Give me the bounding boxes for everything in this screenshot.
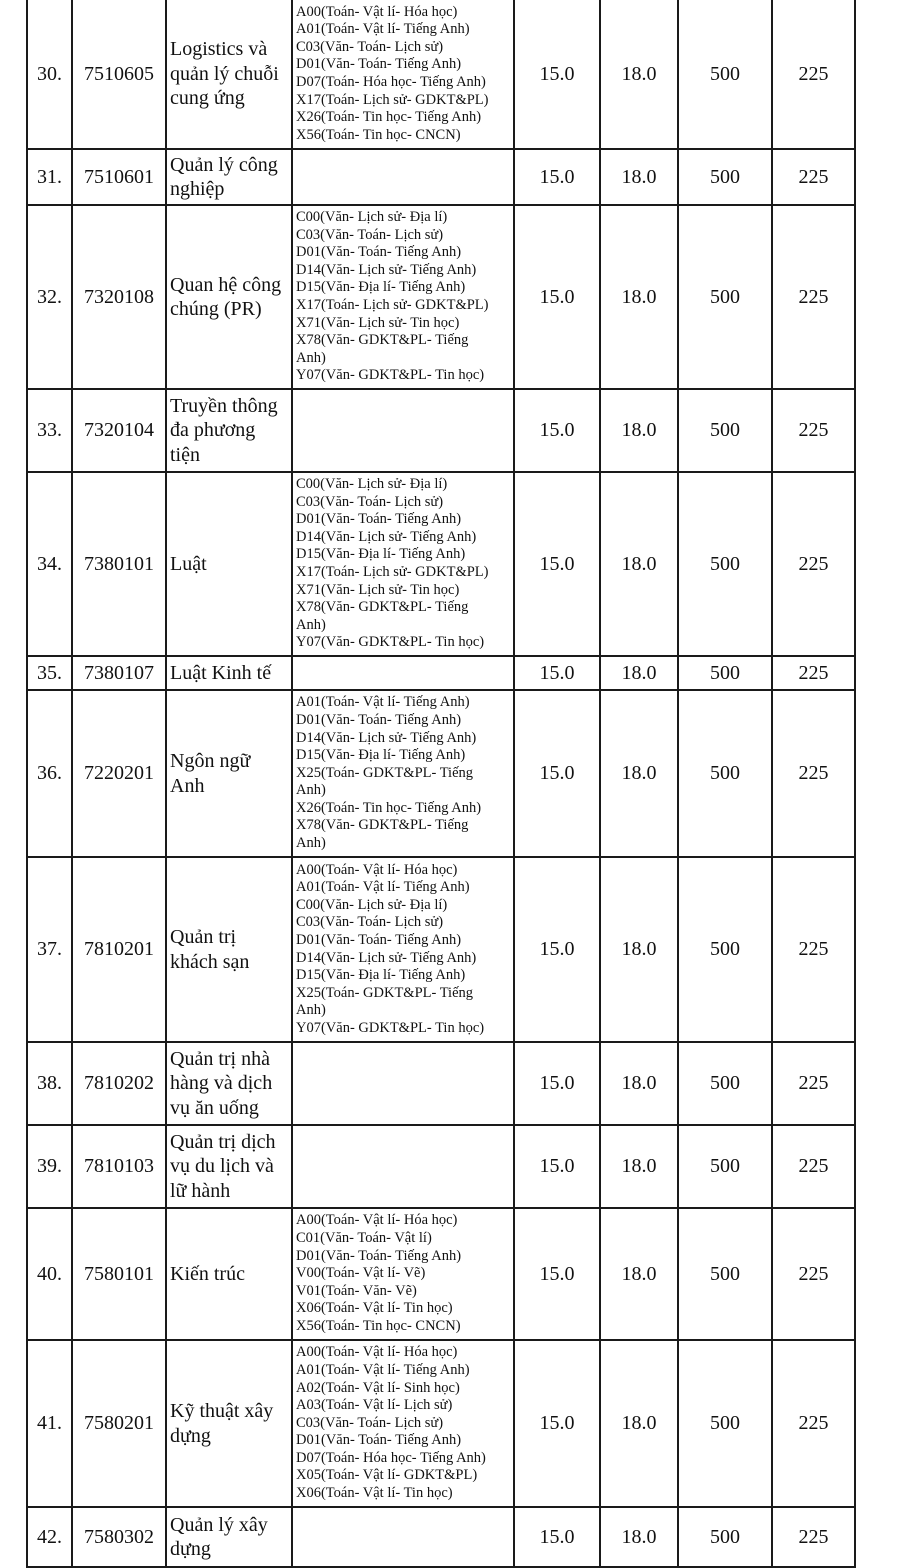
subject-combination: Anh) — [296, 1002, 326, 1019]
table-row — [27, 1208, 855, 1340]
score-threshold-4: 225 — [772, 0, 855, 149]
subject-combination: D07(Toán- Hóa học- Tiếng Anh) — [296, 1449, 486, 1466]
subject-combination: X06(Toán- Vật lí- Tin học) — [296, 1485, 453, 1502]
subject-combination: D14(Văn- Lịch sử- Tiếng Anh) — [296, 729, 477, 746]
subject-combinations — [292, 1507, 514, 1567]
major-code: 7320108 — [72, 205, 166, 389]
subject-combinations — [292, 149, 514, 205]
score-threshold-3: 500 — [678, 1042, 772, 1125]
subject-combinations — [292, 205, 514, 389]
subject-combination: X78(Văn- GDKT&PL- Tiếng — [296, 817, 469, 834]
score-threshold-4: 225 — [772, 472, 855, 656]
major-code: 7380101 — [72, 472, 166, 656]
subject-combination: C03(Văn- Toán- Lịch sử) — [296, 493, 444, 510]
subject-combination: C03(Văn- Toán- Lịch sử) — [296, 1414, 444, 1431]
score-threshold-4: 225 — [772, 690, 855, 857]
table-row — [27, 389, 855, 472]
score-threshold-2: 18.0 — [600, 1042, 678, 1125]
subject-combination: X26(Toán- Tin học- Tiếng Anh) — [296, 109, 482, 126]
subject-combination: X71(Văn- Lịch sử- Tin học) — [296, 314, 460, 331]
subject-combination: C00(Văn- Lịch sử- Địa lí) — [296, 209, 448, 226]
table-row — [27, 0, 855, 149]
subject-combination: C03(Văn- Toán- Lịch sử) — [296, 38, 444, 55]
score-threshold-2: 18.0 — [600, 1340, 678, 1507]
subject-combinations — [292, 656, 514, 690]
subject-combination: C00(Văn- Lịch sử- Địa lí) — [296, 896, 448, 913]
row-number: 30. — [27, 0, 72, 149]
table-row — [27, 690, 855, 857]
subject-combination: X71(Văn- Lịch sử- Tin học) — [296, 581, 460, 598]
table-row — [27, 1042, 855, 1125]
major-code: 7810202 — [72, 1042, 166, 1125]
subject-combinations — [292, 472, 514, 656]
score-threshold-1: 15.0 — [514, 1340, 600, 1507]
subject-combination: D14(Văn- Lịch sử- Tiếng Anh) — [296, 261, 477, 278]
score-threshold-2: 18.0 — [600, 472, 678, 656]
score-threshold-3: 500 — [678, 0, 772, 149]
subject-combination: X17(Toán- Lịch sử- GDKT&PL) — [296, 297, 489, 313]
score-threshold-1: 15.0 — [514, 857, 600, 1042]
score-threshold-4: 225 — [772, 389, 855, 472]
score-threshold-4: 225 — [772, 857, 855, 1042]
major-code: 7220201 — [72, 690, 166, 857]
score-threshold-1: 15.0 — [514, 389, 600, 472]
admission-table — [26, 0, 856, 1568]
score-threshold-3: 500 — [678, 472, 772, 656]
subject-combination: D01(Văn- Toán- Tiếng Anh) — [296, 56, 462, 73]
score-threshold-1: 15.0 — [514, 472, 600, 656]
subject-combination: X17(Toán- Lịch sử- GDKT&PL) — [296, 564, 489, 580]
row-number: 38. — [27, 1042, 72, 1125]
score-threshold-4: 225 — [772, 1042, 855, 1125]
score-threshold-3: 500 — [678, 1125, 772, 1208]
subject-combination: X26(Toán- Tin học- Tiếng Anh) — [296, 799, 482, 816]
row-number: 33. — [27, 389, 72, 472]
subject-combination: A00(Toán- Vật lí- Hóa học) — [296, 1212, 458, 1229]
subject-combination: Y07(Văn- GDKT&PL- Tin học) — [296, 367, 485, 384]
subject-combination: V01(Toán- Văn- Vẽ) — [296, 1282, 417, 1299]
subject-combination: D15(Văn- Địa lí- Tiếng Anh) — [296, 279, 466, 296]
subject-combinations — [292, 1042, 514, 1125]
score-threshold-3: 500 — [678, 389, 772, 472]
score-threshold-2: 18.0 — [600, 0, 678, 149]
score-threshold-1: 15.0 — [514, 690, 600, 857]
subject-combination: Y07(Văn- GDKT&PL- Tin học) — [296, 1019, 485, 1036]
score-threshold-1: 15.0 — [514, 0, 600, 149]
score-threshold-1: 15.0 — [514, 1208, 600, 1340]
major-name: Logistics và quản lý chuỗi cung ứng — [166, 0, 292, 149]
major-code: 7510601 — [72, 149, 166, 205]
subject-combination: Anh) — [296, 782, 326, 799]
score-threshold-2: 18.0 — [600, 205, 678, 389]
score-threshold-1: 15.0 — [514, 1125, 600, 1208]
subject-combination: D15(Văn- Địa lí- Tiếng Anh) — [296, 546, 466, 563]
subject-combination: X25(Toán- GDKT&PL- Tiếng — [296, 764, 474, 781]
score-threshold-4: 225 — [772, 656, 855, 690]
row-number: 39. — [27, 1125, 72, 1208]
major-name: Quản trị khách sạn — [166, 857, 292, 1042]
score-threshold-4: 225 — [772, 1507, 855, 1567]
table-row — [27, 1340, 855, 1507]
table-row — [27, 1507, 855, 1567]
major-name: Quản lý xây dựng — [166, 1507, 292, 1567]
subject-combination: V00(Toán- Vật lí- Vẽ) — [296, 1265, 426, 1282]
table-row — [27, 1125, 855, 1208]
subject-combination: A01(Toán- Vật lí- Tiếng Anh) — [296, 21, 470, 38]
subject-combination: X17(Toán- Lịch sử- GDKT&PL) — [296, 91, 489, 108]
row-number: 34. — [27, 472, 72, 656]
row-number: 35. — [27, 656, 72, 690]
subject-combination: X78(Văn- GDKT&PL- Tiếng — [296, 599, 469, 616]
subject-combination: D01(Văn- Toán- Tiếng Anh) — [296, 1432, 462, 1449]
score-threshold-4: 225 — [772, 1125, 855, 1208]
subject-combination: C03(Văn- Toán- Lịch sử) — [296, 914, 444, 931]
major-name: Quản lý công nghiệp — [166, 149, 292, 205]
score-threshold-2: 18.0 — [600, 149, 678, 205]
major-code: 7580302 — [72, 1507, 166, 1567]
score-threshold-3: 500 — [678, 690, 772, 857]
subject-combination: A01(Toán- Vật lí- Tiếng Anh) — [296, 879, 470, 896]
subject-combinations — [292, 690, 514, 857]
score-threshold-2: 18.0 — [600, 1208, 678, 1340]
subject-combination: D14(Văn- Lịch sử- Tiếng Anh) — [296, 949, 477, 966]
subject-combination: C00(Văn- Lịch sử- Địa lí) — [296, 476, 448, 493]
major-name: Truyền thông đa phương tiện — [166, 389, 292, 472]
subject-combination: A02(Toán- Vật lí- Sinh học) — [296, 1379, 460, 1396]
row-number: 32. — [27, 205, 72, 389]
subject-combination: X78(Văn- GDKT&PL- Tiếng — [296, 332, 469, 349]
table-row — [27, 205, 855, 389]
subject-combination: C01(Văn- Toán- Vật lí) — [296, 1230, 432, 1247]
subject-combination: A00(Toán- Vật lí- Hóa học) — [296, 3, 458, 20]
score-threshold-1: 15.0 — [514, 205, 600, 389]
subject-combinations — [292, 1125, 514, 1208]
subject-combination: A00(Toán- Vật lí- Hóa học) — [296, 861, 458, 878]
subject-combination: D01(Văn- Toán- Tiếng Anh) — [296, 1247, 462, 1264]
subject-combinations — [292, 1340, 514, 1507]
score-threshold-1: 15.0 — [514, 656, 600, 690]
subject-combination: X05(Toán- Vật lí- GDKT&PL) — [296, 1467, 478, 1484]
subject-combination: D01(Văn- Toán- Tiếng Anh) — [296, 931, 462, 948]
major-name: Quan hệ công chúng (PR) — [166, 205, 292, 389]
score-threshold-2: 18.0 — [600, 857, 678, 1042]
major-name: Kỹ thuật xây dựng — [166, 1340, 292, 1507]
row-number: 31. — [27, 149, 72, 205]
major-code: 7320104 — [72, 389, 166, 472]
subject-combination: X56(Toán- Tin học- CNCN) — [296, 126, 461, 143]
row-number: 42. — [27, 1507, 72, 1567]
score-threshold-3: 500 — [678, 149, 772, 205]
score-threshold-2: 18.0 — [600, 1507, 678, 1567]
subject-combination: A00(Toán- Vật lí- Hóa học) — [296, 1344, 458, 1361]
score-threshold-2: 18.0 — [600, 690, 678, 857]
table-row — [27, 149, 855, 205]
subject-combination: D14(Văn- Lịch sử- Tiếng Anh) — [296, 528, 477, 545]
score-threshold-3: 500 — [678, 1507, 772, 1567]
subject-combination: Anh) — [296, 616, 326, 633]
score-threshold-1: 15.0 — [514, 149, 600, 205]
major-code: 7380107 — [72, 656, 166, 690]
subject-combinations — [292, 389, 514, 472]
major-name: Quản trị nhà hàng và dịch vụ ăn uống — [166, 1042, 292, 1125]
subject-combination: D07(Toán- Hóa học- Tiếng Anh) — [296, 74, 486, 90]
row-number: 40. — [27, 1208, 72, 1340]
row-number: 41. — [27, 1340, 72, 1507]
table-row — [27, 656, 855, 690]
major-name: Kiến trúc — [166, 1208, 292, 1340]
subject-combination: C03(Văn- Toán- Lịch sử) — [296, 226, 444, 243]
subject-combinations — [292, 857, 514, 1042]
subject-combination: D15(Văn- Địa lí- Tiếng Anh) — [296, 747, 466, 764]
major-name: Ngôn ngữ Anh — [166, 690, 292, 857]
subject-combination: X06(Toán- Vật lí- Tin học) — [296, 1300, 453, 1317]
score-threshold-2: 18.0 — [600, 1125, 678, 1208]
major-code: 7510605 — [72, 0, 166, 149]
score-threshold-3: 500 — [678, 1208, 772, 1340]
score-threshold-1: 15.0 — [514, 1042, 600, 1125]
subject-combination: D01(Văn- Toán- Tiếng Anh) — [296, 511, 462, 528]
row-number: 37. — [27, 857, 72, 1042]
subject-combination: A01(Toán- Vật lí- Tiếng Anh) — [296, 694, 470, 711]
score-threshold-1: 15.0 — [514, 1507, 600, 1567]
score-threshold-3: 500 — [678, 656, 772, 690]
subject-combination: Anh) — [296, 349, 326, 366]
major-name: Luật Kinh tế — [166, 656, 292, 690]
table-body — [27, 0, 855, 1567]
major-code: 7580101 — [72, 1208, 166, 1340]
score-threshold-4: 225 — [772, 149, 855, 205]
subject-combination: D01(Văn- Toán- Tiếng Anh) — [296, 711, 462, 728]
subject-combination: X56(Toán- Tin học- CNCN) — [296, 1317, 461, 1334]
table-row — [27, 472, 855, 656]
major-name: Luật — [166, 472, 292, 656]
subject-combinations — [292, 1208, 514, 1340]
score-threshold-3: 500 — [678, 857, 772, 1042]
score-threshold-4: 225 — [772, 205, 855, 389]
row-number: 36. — [27, 690, 72, 857]
subject-combinations — [292, 0, 514, 149]
score-threshold-2: 18.0 — [600, 389, 678, 472]
major-code: 7810103 — [72, 1125, 166, 1208]
subject-combination: A01(Toán- Vật lí- Tiếng Anh) — [296, 1361, 470, 1378]
score-threshold-4: 225 — [772, 1208, 855, 1340]
table-row — [27, 857, 855, 1042]
major-code: 7810201 — [72, 857, 166, 1042]
major-code: 7580201 — [72, 1340, 166, 1507]
subject-combination: D01(Văn- Toán- Tiếng Anh) — [296, 244, 462, 261]
subject-combination: D15(Văn- Địa lí- Tiếng Anh) — [296, 967, 466, 984]
score-threshold-3: 500 — [678, 1340, 772, 1507]
score-threshold-2: 18.0 — [600, 656, 678, 690]
major-name: Quản trị dịch vụ du lịch và lữ hành — [166, 1125, 292, 1208]
score-threshold-4: 225 — [772, 1340, 855, 1507]
subject-combination: A03(Toán- Vật lí- Lịch sử) — [296, 1397, 453, 1414]
subject-combination: Anh) — [296, 835, 326, 852]
score-threshold-3: 500 — [678, 205, 772, 389]
subject-combination: X25(Toán- GDKT&PL- Tiếng — [296, 984, 474, 1001]
subject-combination: Y07(Văn- GDKT&PL- Tin học) — [296, 634, 485, 651]
